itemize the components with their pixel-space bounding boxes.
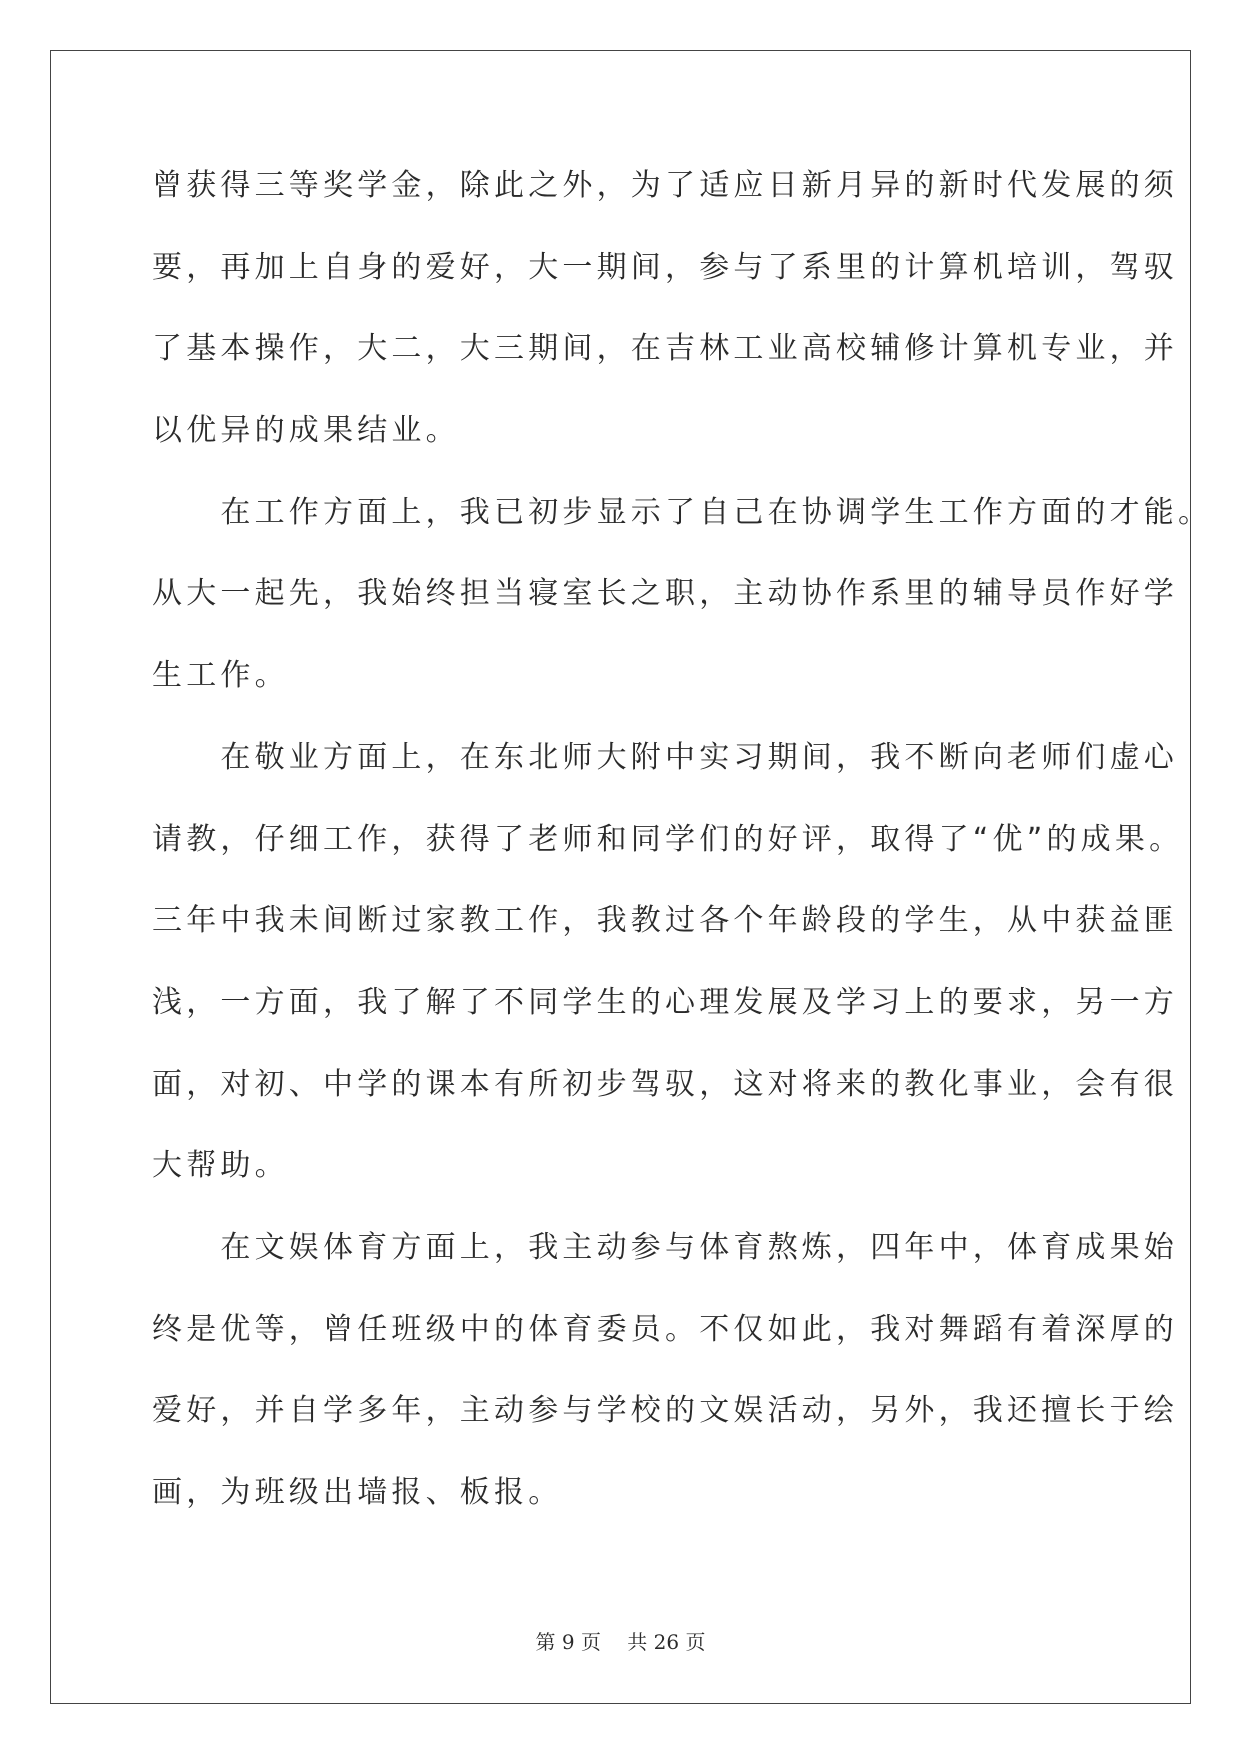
- text-line: 从大一起先，我始终担当寝室长之职，主动协作系里的辅导员作好学: [152, 576, 1178, 612]
- text-line: 三年中我未间断过家教工作，我教过各个年龄段的学生，从中获益匪: [152, 903, 1178, 939]
- document-body: [152, 164, 1213, 1553]
- text-line: 在工作方面上，我已初步显示了自己在协调学生工作方面的才能。: [152, 494, 1213, 530]
- text-line: 在文娱体育方面上，我主动参与体育熬炼，四年中，体育成果始: [152, 1229, 1178, 1265]
- text-line: 要，再加上自身的爱好，大一期间，参与了系里的计算机培训，驾驭: [152, 249, 1178, 285]
- text-line: 曾获得三等奖学金，除此之外，为了适应日新月异的新时代发展的须: [152, 168, 1178, 203]
- text-line: 大帮助。: [152, 1148, 289, 1184]
- text-line: 终是优等，曾任班级中的体育委员。不仅如此，我对舞蹈有着深厚的: [152, 1311, 1178, 1347]
- text-line: 了基本操作，大二，大三期间，在吉林工业高校辅修计算机专业，并: [152, 331, 1178, 367]
- text-line: 面，对初、中学的课本有所初步驾驭，这对将来的教化事业，会有很: [152, 1066, 1178, 1102]
- text-line: 生工作。: [152, 658, 289, 694]
- page-number-footer: 第 9 页 共 26 页: [535, 1630, 706, 1654]
- text-line: 画，为班级出墙报、板报。: [152, 1475, 563, 1510]
- text-line: 请教，仔细工作，获得了老师和同学们的好评，取得了“优”的成果。: [152, 821, 1184, 857]
- text-line: 以优异的成果结业。: [152, 413, 460, 449]
- text-line: 爱好，并自学多年，主动参与学校的文娱活动，另外，我还擅长于绘: [152, 1393, 1178, 1429]
- text-line: 浅，一方面，我了解了不同学生的心理发展及学习上的要求，另一方: [152, 984, 1178, 1020]
- text-line: 在敬业方面上，在东北师大附中实习期间，我不断向老师们虚心: [152, 739, 1178, 775]
